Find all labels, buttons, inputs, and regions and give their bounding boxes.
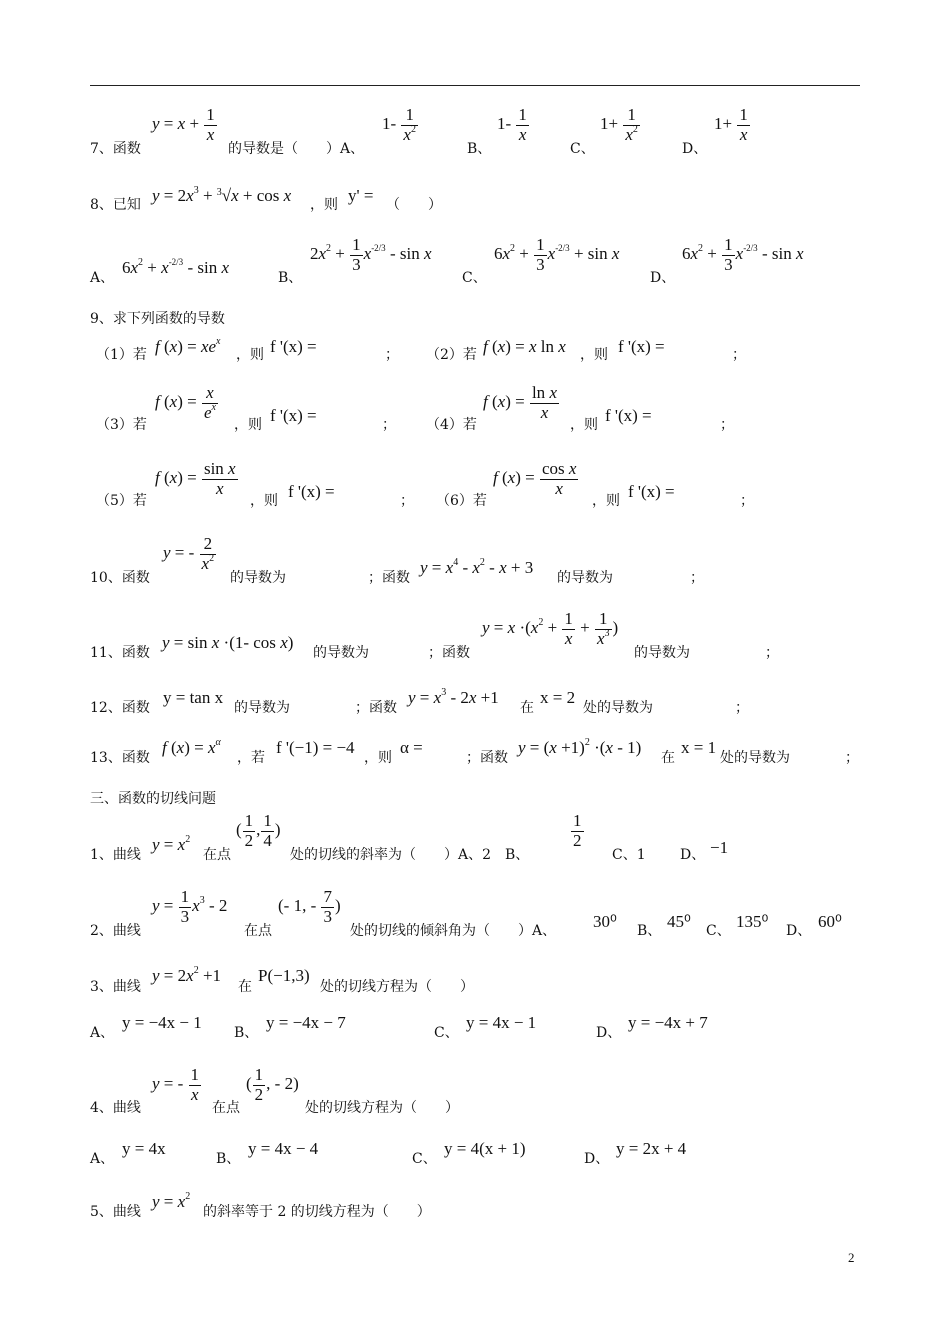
q12-end: 处的导数为 bbox=[583, 700, 653, 716]
t5-end: 的斜率等于 2 的切线方程为（ ） bbox=[203, 1204, 431, 1220]
q9-then6: ，则 bbox=[592, 493, 620, 509]
t2-option-d: 60⁰ bbox=[818, 912, 842, 931]
q9-then3: ，则 bbox=[234, 417, 262, 433]
q10-mid: 的导数为 bbox=[230, 570, 286, 586]
q7-mid: 的导数是（ ）A、 bbox=[228, 141, 365, 157]
t4-label: 4、曲线 bbox=[90, 1100, 141, 1116]
t4-option-c: y = 4(x + 1) bbox=[444, 1139, 526, 1158]
q9-f5: f (x) = $\frac{\text{sin x}}{x}$ bbox=[155, 459, 236, 498]
t3-a-label: A、 bbox=[90, 1025, 115, 1041]
q9-semi6: ； bbox=[740, 493, 754, 509]
t1-option-d: −1 bbox=[710, 838, 729, 857]
t4-option-b: y = 4x − 4 bbox=[248, 1139, 319, 1158]
q9-p1: （1）若 bbox=[96, 347, 147, 363]
t3-option-c: y = 4x − 1 bbox=[466, 1013, 537, 1032]
t2-point: (- 1, - $\frac{7}{3}$ ) bbox=[278, 887, 341, 926]
t1-d-label: D、 bbox=[680, 847, 706, 863]
q12-f1: y = tan x bbox=[163, 688, 224, 707]
t2-mid: 处的切线的倾斜角为（ ）A、 bbox=[350, 923, 557, 939]
q9-semi2: ； bbox=[732, 347, 746, 363]
q9-then2: ，则 bbox=[580, 347, 608, 363]
t2-label: 2、曲线 bbox=[90, 923, 141, 939]
q9-fprime4: f '(x) = bbox=[605, 406, 652, 425]
q9-fprime1: f '(x) = bbox=[270, 337, 317, 356]
q11-f1: y = sin x ·(1- cos x) bbox=[162, 633, 294, 652]
t3-c-label: C、 bbox=[434, 1025, 459, 1041]
q13-label: 13、函数 bbox=[90, 750, 150, 766]
t4-function: y = - $\frac{1}{x}$ bbox=[152, 1065, 200, 1104]
q9-semi1: ； bbox=[385, 347, 399, 363]
q8-tail: （ ） bbox=[386, 197, 442, 213]
q8-d-label: D、 bbox=[650, 270, 676, 286]
q7-b-label: B、 bbox=[467, 141, 492, 157]
q11-end: 的导数为 bbox=[634, 645, 690, 661]
t1-function: $y = x^2$ bbox=[152, 834, 191, 854]
t2-at: 在点 bbox=[244, 923, 272, 939]
q12-mid2: ；函数 bbox=[355, 700, 397, 716]
q12-mid: 的导数为 bbox=[234, 700, 290, 716]
q9-fprime2: f '(x) = bbox=[618, 337, 665, 356]
q11-mid: 的导数为 bbox=[313, 645, 369, 661]
q13-end: 处的导数为 bbox=[720, 750, 790, 766]
q13-mid: ，若 bbox=[237, 750, 265, 766]
t1-label: 1、曲线 bbox=[90, 847, 141, 863]
q10-f2: $y = x^4 - x^2 - x + 3$ bbox=[420, 557, 534, 577]
q10-f1: y = - $\frac{2}{x^2}$ bbox=[163, 534, 215, 573]
q8-label: 8、已知 bbox=[90, 197, 141, 213]
t4-end: 处的切线方程为（ ） bbox=[305, 1100, 459, 1116]
t3-option-a: y = −4x − 1 bbox=[122, 1013, 202, 1032]
t4-a-label: A、 bbox=[90, 1151, 115, 1167]
t2-option-b: 45⁰ bbox=[667, 912, 691, 931]
q9-then1: ，则 bbox=[236, 347, 264, 363]
q9-p2: （2）若 bbox=[426, 347, 477, 363]
q7-c-label: C、 bbox=[570, 141, 595, 157]
q8-option-c: $6x^2$ + $\frac{1}{3}$ $x^{-2/3} + \sin x$ bbox=[494, 235, 620, 274]
q8-function: $y = 2x^3 + ^3√x + \cos x$ bbox=[152, 185, 292, 205]
q13-then: ，则 bbox=[364, 750, 392, 766]
q8-a-label: A、 bbox=[90, 270, 115, 286]
q9-p3: （3）若 bbox=[96, 417, 147, 433]
q9-f3: f (x) = $\frac{x}{e^x}$ bbox=[155, 383, 216, 422]
t1-mid: 处的切线的斜率为（ ）A、2 B、 bbox=[290, 847, 530, 863]
q12-semi: ； bbox=[735, 700, 749, 716]
q9-semi4: ； bbox=[720, 417, 734, 433]
t1-option-c: C、1 bbox=[612, 847, 646, 863]
q10-end: 的导数为 bbox=[557, 570, 613, 586]
t5-function: $y = x^2$ bbox=[152, 1191, 191, 1211]
t1-option-b: $\frac{1}{2}$ bbox=[573, 811, 582, 850]
q9-f6: f (x) = $\frac{\text{cos x}}{x}$ bbox=[493, 459, 577, 498]
q9-f4: f (x) = $\frac{\text{ln x}}{x}$ bbox=[483, 383, 557, 422]
q8-yprime: y' = bbox=[348, 186, 374, 205]
q12-label: 12、函数 bbox=[90, 700, 150, 716]
q11-f2: $y = x \cdot(x^2$ + $\frac{1}{x}$ + $\frac{1}{x^3}$ ) bbox=[482, 609, 619, 648]
q9-then5: ，则 bbox=[250, 493, 278, 509]
t2-c-label: C、 bbox=[706, 923, 731, 939]
q12-xval: x = 2 bbox=[540, 688, 576, 707]
q9-p6: （6）若 bbox=[436, 493, 487, 509]
q9-p5: （5）若 bbox=[96, 493, 147, 509]
t2-b-label: B、 bbox=[637, 923, 662, 939]
t2-option-c: 135⁰ bbox=[736, 912, 769, 931]
t3-label: 3、曲线 bbox=[90, 979, 141, 995]
t3-d-label: D、 bbox=[596, 1025, 622, 1041]
page-number: 2 bbox=[848, 1250, 855, 1265]
t4-c-label: C、 bbox=[412, 1151, 437, 1167]
q13-mid2: ；函数 bbox=[466, 750, 508, 766]
t5-label: 5、曲线 bbox=[90, 1204, 141, 1220]
t3-function: $y = 2x^2 +1$ bbox=[152, 965, 222, 985]
q11-mid2: ；函数 bbox=[428, 645, 470, 661]
q9-fprime3: f '(x) = bbox=[270, 406, 317, 425]
q9-f2: f (x) = x ln x bbox=[483, 337, 566, 356]
t3-point: P(−1,3) bbox=[258, 966, 310, 985]
q13-semi: ； bbox=[845, 750, 859, 766]
t3-at: 在 bbox=[238, 979, 252, 995]
q10-semi: ； bbox=[690, 570, 704, 586]
q7-option-a: 1- $\frac{1}{x^2}$ bbox=[382, 105, 416, 144]
t3-option-b: y = −4x − 7 bbox=[266, 1013, 346, 1032]
t2-d-label: D、 bbox=[786, 923, 812, 939]
t2-function: y = $\frac{1}{3}$ $x^3 - 2$ bbox=[152, 887, 228, 926]
q13-alpha: α = bbox=[400, 738, 423, 757]
q8-mid: ，则 bbox=[310, 197, 338, 213]
q11-semi: ； bbox=[765, 645, 779, 661]
q10-mid2: ；函数 bbox=[368, 570, 410, 586]
t4-option-a: y = 4x bbox=[122, 1139, 166, 1158]
q8-option-b: $2x^2$ + $\frac{1}{3}$ $x^{-2/3}$ - sin x bbox=[310, 235, 432, 274]
t4-point: ( $\frac{1}{2}$ , - 2) bbox=[246, 1065, 299, 1104]
q13-cond: f '(−1) = −4 bbox=[276, 738, 355, 757]
q13-xval: x = 1 bbox=[681, 738, 717, 757]
t4-d-label: D、 bbox=[584, 1151, 610, 1167]
t1-at: 在点 bbox=[203, 847, 231, 863]
q12-f2: $y = x^3 - 2x +1$ bbox=[408, 687, 499, 707]
q9-fprime5: f '(x) = bbox=[288, 482, 335, 501]
t3-end: 处的切线方程为（ ） bbox=[320, 979, 474, 995]
q7-d-label: D、 bbox=[682, 141, 708, 157]
q7-option-c: 1+ $\frac{1}{x^2}$ bbox=[600, 105, 638, 144]
q13-f2: $y = (x +1)^2 \cdot(x - 1)$ bbox=[518, 737, 642, 757]
t3-b-label: B、 bbox=[234, 1025, 259, 1041]
q10-label: 10、函数 bbox=[90, 570, 150, 586]
q8-option-a: $6x^2 + x^{-2/3} - \sin x$ bbox=[122, 257, 229, 277]
q9-fprime6: f '(x) = bbox=[628, 482, 675, 501]
header-rule bbox=[90, 85, 860, 86]
q7-function: y = x + $\frac{1}{x}$ bbox=[152, 105, 215, 144]
t4-at: 在点 bbox=[212, 1100, 240, 1116]
q9-semi5: ； bbox=[400, 493, 414, 509]
q7-option-b: 1- $\frac{1}{x}$ bbox=[497, 105, 527, 144]
q8-c-label: C、 bbox=[462, 270, 487, 286]
q11-label: 11、函数 bbox=[90, 645, 150, 661]
section3-title: 三、函数的切线问题 bbox=[90, 791, 216, 807]
q9-f1: f $(x) = xe^x$ bbox=[155, 336, 221, 356]
q7-label: 7、函数 bbox=[90, 141, 141, 157]
q13-f1: f $(x) = x^\alpha$ bbox=[162, 737, 221, 757]
q8-b-label: B、 bbox=[278, 270, 303, 286]
t4-b-label: B、 bbox=[216, 1151, 241, 1167]
t1-point: ( $\frac{1}{2}$ , $\frac{1}{4}$ ) bbox=[236, 811, 281, 850]
q9-then4: ，则 bbox=[570, 417, 598, 433]
t4-option-d: y = 2x + 4 bbox=[616, 1139, 687, 1158]
q12-at: 在 bbox=[520, 700, 534, 716]
q9-semi3: ； bbox=[382, 417, 396, 433]
q13-at: 在 bbox=[661, 750, 675, 766]
q9-p4: （4）若 bbox=[426, 417, 477, 433]
t2-option-a: 30⁰ bbox=[593, 912, 617, 931]
q9-title: 9、求下列函数的导数 bbox=[90, 311, 225, 327]
q7-option-d: 1+ $\frac{1}{x}$ bbox=[714, 105, 748, 144]
q8-option-d: $6x^2$ + $\frac{1}{3}$ $x^{-2/3}$ - sin x bbox=[682, 235, 804, 274]
t3-option-d: y = −4x + 7 bbox=[628, 1013, 708, 1032]
